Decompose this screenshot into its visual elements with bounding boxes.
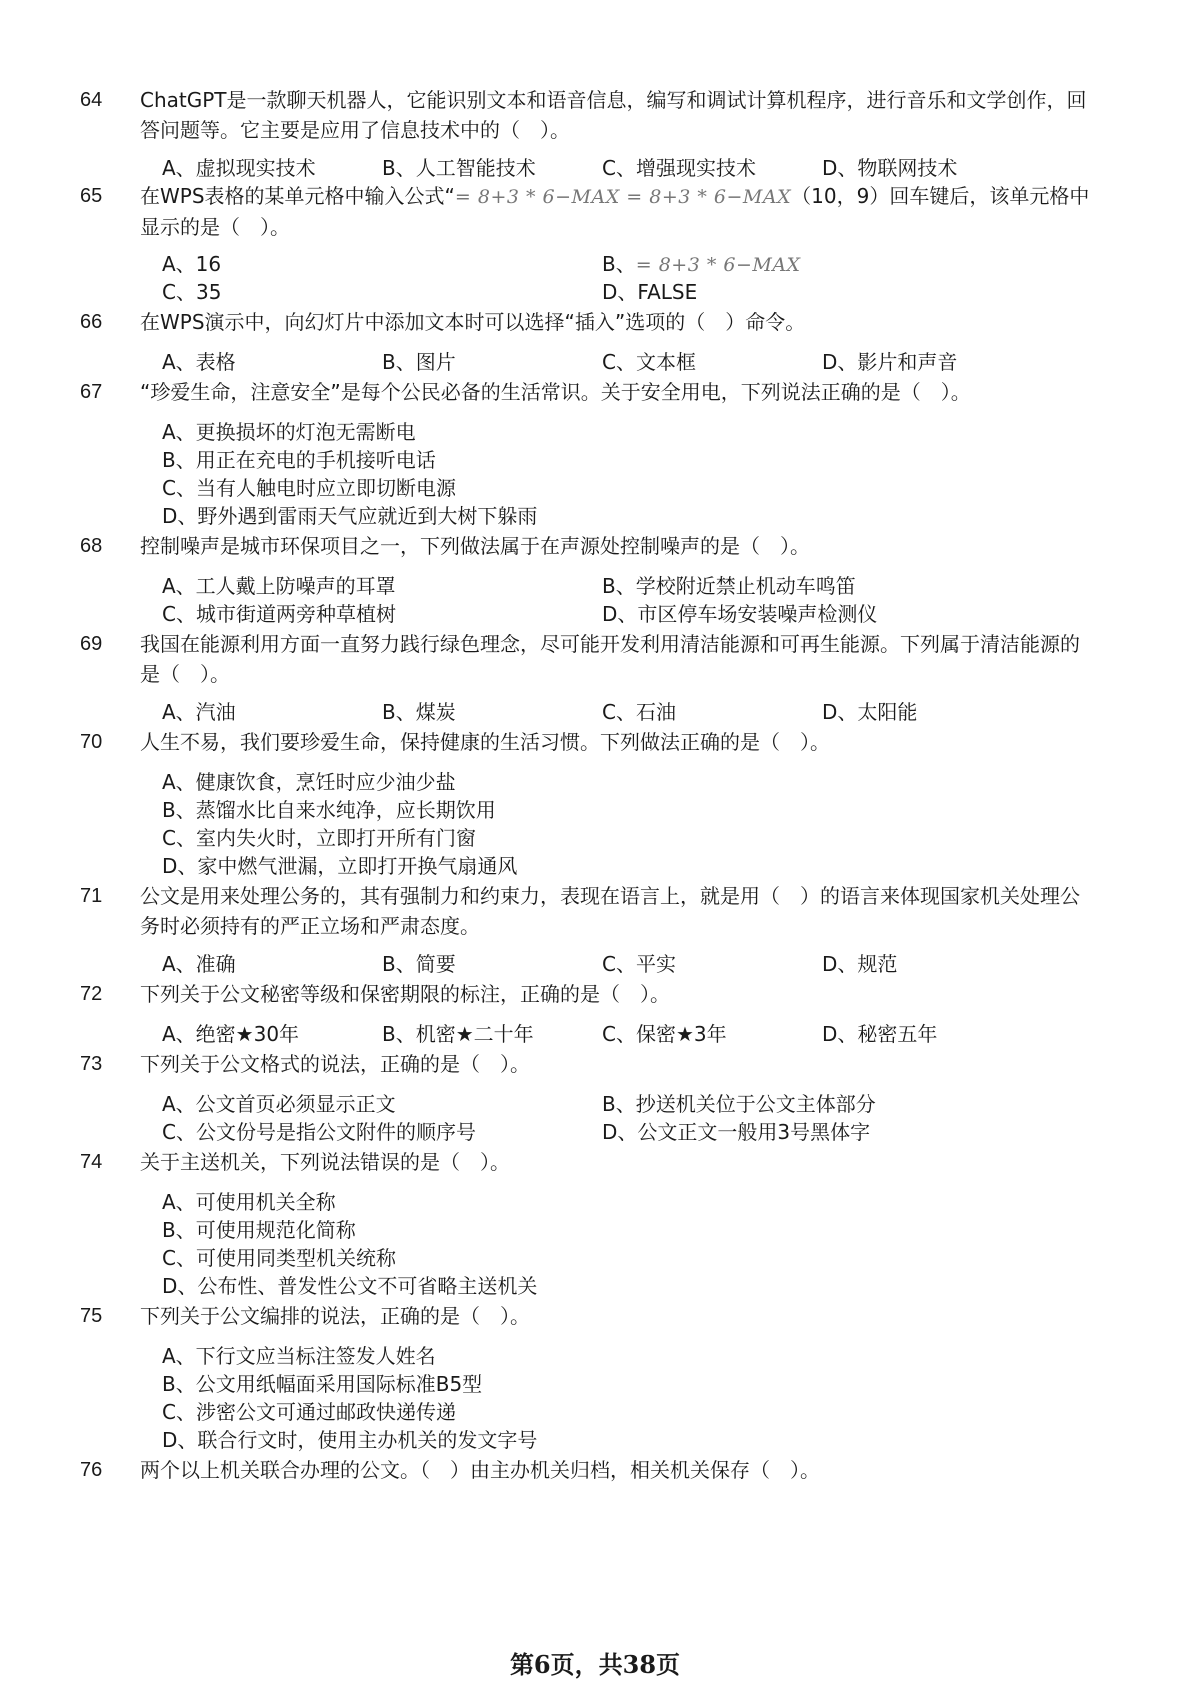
option-b[interactable]: B、人工智能技术 (382, 156, 536, 180)
question-number: 73 (80, 1053, 103, 1075)
question-text: ChatGPT是一款聊天机器人，它能识别文本和语音信息，编写和调试计算机程序，进行音乐和文学创作，回答问题等。它主要是应用了信息技术中的（ ）。 (140, 88, 1087, 142)
question-text: 控制噪声是城市环保项目之一，下列做法属于在声源处控制噪声的是（ ）。 (140, 534, 810, 558)
option-d[interactable]: D、FALSE (602, 280, 698, 304)
option-c[interactable]: C、涉密公文可通过邮政快递传递 (162, 1400, 456, 1424)
option-c[interactable]: C、石油 (602, 700, 676, 724)
question-text-before: 在WPS表格的某单元格中输入公式“ (140, 184, 455, 208)
question-number: 72 (80, 983, 103, 1005)
question-text: 人生不易，我们要珍爱生命，保持健康的生活习惯。下列做法正确的是（ ）。 (140, 730, 830, 754)
question-number: 67 (80, 381, 103, 403)
question-number: 71 (80, 885, 103, 907)
option-d[interactable]: D、规范 (822, 952, 898, 976)
question-number: 69 (80, 633, 103, 655)
option-c[interactable]: C、室内失火时，立即打开所有门窗 (162, 826, 476, 850)
question-text: 在WPS演示中，向幻灯片中添加文本时可以选择“插入”选项的（ ）命令。 (140, 310, 806, 334)
question-text-after: （10，9）回车键后，该单元格中显示的是（ ）。 (140, 184, 1090, 239)
option-d[interactable]: D、太阳能 (822, 700, 918, 724)
option-b-prefix: B、 (602, 252, 636, 276)
question-number: 64 (80, 89, 103, 111)
option-c[interactable]: C、增强现实技术 (602, 156, 756, 180)
question-text: 下列关于公文格式的说法，正确的是（ ）。 (140, 1052, 530, 1076)
option-d[interactable]: D、影片和声音 (822, 350, 958, 374)
option-a[interactable]: A、汽油 (162, 700, 236, 724)
question-text: “珍爱生命，注意安全”是每个公民必备的生活常识。关于安全用电，下列说法正确的是（ ）。 (140, 380, 971, 404)
question-number: 66 (80, 311, 103, 333)
option-a[interactable]: A、工人戴上防噪声的耳罩 (162, 574, 396, 598)
option-d[interactable]: D、联合行文时，使用主办机关的发文字号 (162, 1428, 538, 1452)
question-number: 75 (80, 1305, 103, 1327)
option-a[interactable]: A、更换损坏的灯泡无需断电 (162, 420, 416, 444)
option-c[interactable]: C、可使用同类型机关统称 (162, 1246, 396, 1270)
option-c[interactable]: C、保密★3年 (602, 1022, 727, 1046)
question-text: 下列关于公文秘密等级和保密期限的标注，正确的是（ ）。 (140, 982, 670, 1006)
option-b-formula: = 8+3 * 6−MAX (635, 254, 801, 276)
option-d[interactable]: D、秘密五年 (822, 1022, 938, 1046)
question-text (140, 181, 1090, 242)
option-d[interactable]: D、家中燃气泄漏，立即打开换气扇通风 (162, 854, 518, 878)
option-d[interactable]: D、野外遇到雷雨天气应就近到大树下躲雨 (162, 504, 538, 528)
option-c[interactable]: C、文本框 (602, 350, 696, 374)
option-b[interactable]: B、图片 (382, 350, 456, 374)
option-a[interactable]: A、健康饮食，烹饪时应少油少盐 (162, 770, 456, 794)
option-b[interactable]: B、公文用纸幅面采用国际标准B5型 (162, 1372, 483, 1396)
question-number: 68 (80, 535, 103, 557)
option-a[interactable]: A、绝密★30年 (162, 1022, 300, 1046)
question-number: 65 (80, 185, 103, 207)
option-b[interactable]: B、可使用规范化简称 (162, 1218, 356, 1242)
option-c[interactable]: C、平实 (602, 952, 676, 976)
option-c[interactable]: C、城市街道两旁种草植树 (162, 602, 396, 626)
option-d[interactable]: D、市区停车场安装噪声检测仪 (602, 602, 878, 626)
option-c[interactable]: C、35 (162, 280, 222, 304)
option-b[interactable] (602, 249, 801, 280)
option-d[interactable]: D、物联网技术 (822, 156, 958, 180)
option-d[interactable]: D、公文正文一般用3号黑体字 (602, 1120, 871, 1144)
page-footer: 第6页，共38页 (509, 1650, 681, 1679)
option-a[interactable]: A、公文首页必须显示正文 (162, 1092, 396, 1116)
option-b[interactable]: B、蒸馏水比自来水纯净，应长期饮用 (162, 798, 496, 822)
option-c[interactable]: C、当有人触电时应立即切断电源 (162, 476, 456, 500)
option-b[interactable]: B、煤炭 (382, 700, 456, 724)
question-text: 关于主送机关，下列说法错误的是（ ）。 (140, 1150, 510, 1174)
option-a[interactable]: A、虚拟现实技术 (162, 156, 316, 180)
option-b[interactable]: B、简要 (382, 952, 456, 976)
formula: = 8+3 * 6−MAX = 8+3 * 6−MAX (454, 186, 792, 208)
option-a[interactable]: A、表格 (162, 350, 236, 374)
question-text: 公文是用来处理公务的，其有强制力和约束力，表现在语言上，就是用（ ）的语言来体现国家机关处理公务时必须持有的严正立场和严肃态度。 (140, 884, 1080, 938)
question-text: 我国在能源利用方面一直努力践行绿色理念，尽可能开发利用清洁能源和可再生能源。下列属于清洁能源的是（ ）。 (140, 632, 1080, 686)
option-b[interactable]: B、学校附近禁止机动车鸣笛 (602, 574, 856, 598)
option-a[interactable]: A、16 (162, 252, 222, 276)
option-a[interactable]: A、下行文应当标注签发人姓名 (162, 1344, 436, 1368)
option-a[interactable]: A、准确 (162, 952, 236, 976)
question-number: 76 (80, 1459, 103, 1481)
option-c[interactable]: C、公文份号是指公文附件的顺序号 (162, 1120, 476, 1144)
option-a[interactable]: A、可使用机关全称 (162, 1190, 336, 1214)
question-text: 两个以上机关联合办理的公文。（ ）由主办机关归档，相关机关保存（ ）。 (140, 1458, 820, 1482)
question-number: 74 (80, 1151, 103, 1173)
option-b[interactable]: B、用正在充电的手机接听电话 (162, 448, 436, 472)
option-b[interactable]: B、机密★二十年 (382, 1022, 534, 1046)
question-text: 下列关于公文编排的说法，正确的是（ ）。 (140, 1304, 530, 1328)
option-b[interactable]: B、抄送机关位于公文主体部分 (602, 1092, 876, 1116)
question-number: 70 (80, 731, 103, 753)
option-d[interactable]: D、公布性、普发性公文不可省略主送机关 (162, 1274, 538, 1298)
